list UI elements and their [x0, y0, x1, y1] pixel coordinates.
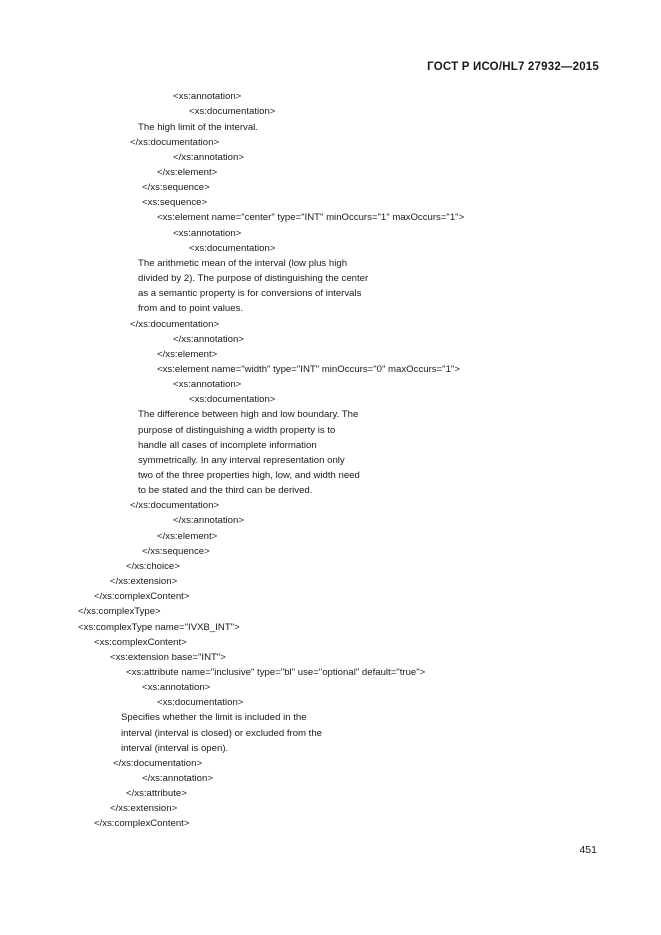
code-line: </xs:element>	[157, 349, 218, 360]
code-line: <xs:element name="center" type="INT" minOccurs="1" maxOccurs="1">	[157, 212, 465, 223]
code-line: </xs:complexContent>	[94, 818, 190, 829]
code-line: as a semantic property is for conversions of intervals	[138, 288, 362, 299]
code-line: </xs:annotation>	[173, 152, 244, 163]
code-line: to be stated and the third can be derived.	[138, 485, 313, 496]
code-line: </xs:choice>	[126, 561, 180, 572]
code-line: </xs:element>	[157, 167, 218, 178]
code-line: handle all cases of incomplete information	[138, 440, 317, 451]
code-line: divided by 2). The purpose of distinguishing the center	[138, 273, 369, 284]
code-line: <xs:attribute name="inclusive" type="bl" use="optional" default="true">	[126, 667, 426, 678]
code-line: </xs:documentation>	[113, 758, 203, 769]
code-line: The high limit of the interval.	[138, 122, 258, 133]
code-line: <xs:complexContent>	[94, 637, 187, 648]
code-line: <xs:documentation>	[157, 697, 244, 708]
code-line: <xs:element name="width" type="INT" minOccurs="0" maxOccurs="1">	[157, 364, 460, 375]
code-line: Specifies whether the limit is included in the	[121, 712, 307, 723]
code-line: <xs:annotation>	[142, 682, 211, 693]
code-line: </xs:annotation>	[173, 334, 244, 345]
code-line: two of the three properties high, low, and width need	[138, 470, 360, 481]
code-line: </xs:element>	[157, 531, 218, 542]
code-line: </xs:documentation>	[130, 137, 220, 148]
code-line: <xs:extension base="INT">	[110, 652, 226, 663]
code-line: </xs:complexContent>	[94, 591, 190, 602]
code-line: <xs:annotation>	[173, 379, 242, 390]
code-line: purpose of distinguishing a width property is to	[138, 425, 336, 436]
code-line: <xs:documentation>	[189, 106, 276, 117]
code-line: <xs:documentation>	[189, 243, 276, 254]
code-line: </xs:documentation>	[130, 500, 220, 511]
code-line: </xs:complexType>	[78, 606, 161, 617]
code-line: <xs:documentation>	[189, 394, 276, 405]
code-line: interval (interval is open).	[121, 743, 229, 754]
code-line: The arithmetic mean of the interval (low plus high	[138, 258, 348, 269]
code-line: <xs:annotation>	[173, 91, 242, 102]
code-line: </xs:documentation>	[130, 319, 220, 330]
code-line: <xs:complexType name="IVXB_INT">	[78, 622, 240, 633]
code-line: </xs:annotation>	[142, 773, 213, 784]
code-line: from and to point values.	[138, 303, 244, 314]
code-line: </xs:annotation>	[173, 515, 244, 526]
standard-header: ГОСТ Р ИСО/HL7 27932—2015	[427, 61, 599, 73]
code-line: <xs:annotation>	[173, 228, 242, 239]
code-line: symmetrically. In any interval representation only	[138, 455, 345, 466]
code-line: The difference between high and low boundary. The	[138, 409, 359, 420]
code-line: <xs:sequence>	[142, 197, 208, 208]
code-line: </xs:attribute>	[126, 788, 187, 799]
code-line: </xs:extension>	[110, 576, 178, 587]
code-line: interval (interval is closed) or excluded from the	[121, 728, 323, 739]
page-number: 451	[579, 844, 597, 856]
code-line: </xs:sequence>	[142, 182, 210, 193]
code-line: </xs:extension>	[110, 803, 178, 814]
code-line: </xs:sequence>	[142, 546, 210, 557]
